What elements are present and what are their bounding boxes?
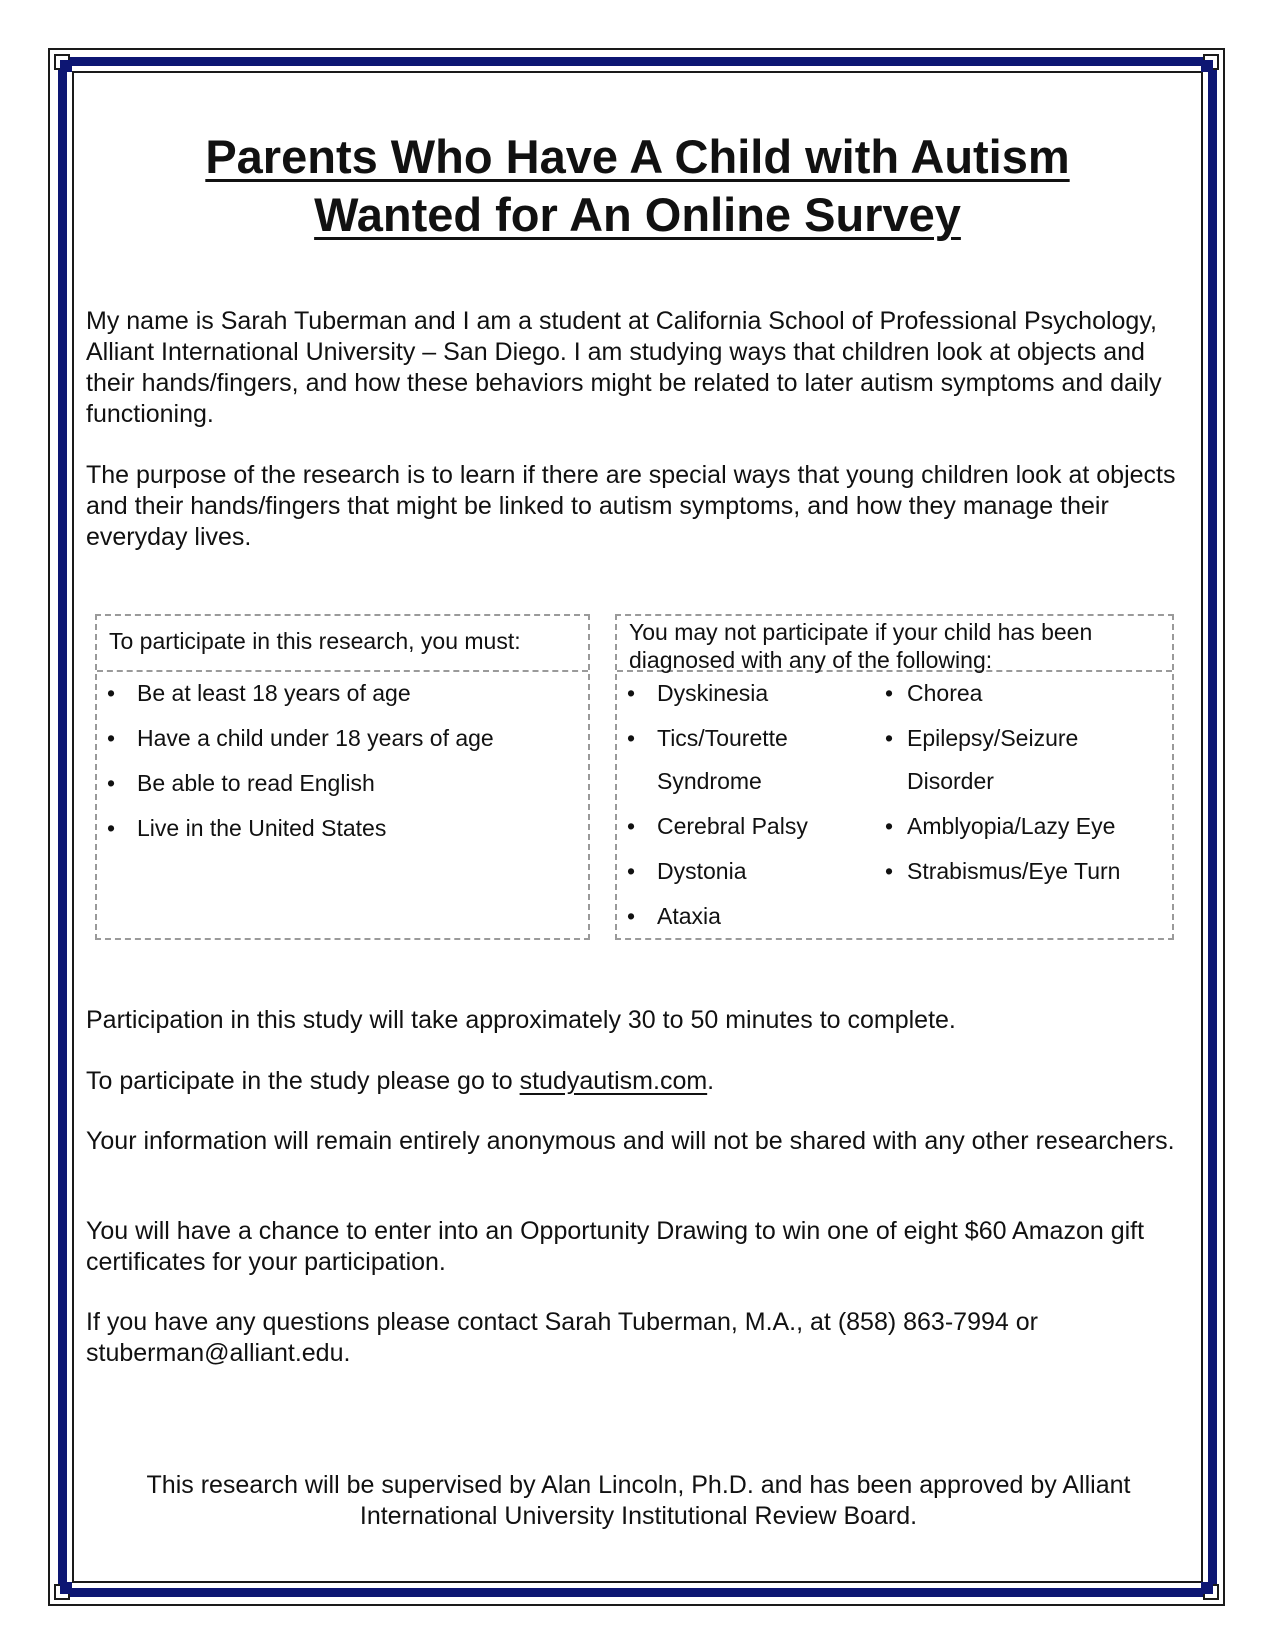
intro-paragraph: My name is Sarah Tuberman and I am a student at California School of Professional Psychology, Alliant International University – San Diego. I am studying ways that children look at objects and their hands/fingers, and how these behaviors might be related to later autism symptoms and daily functioning. [86,307,1162,428]
corner-ornament [1199,1580,1225,1606]
eligibility-list [107,678,494,858]
list-item [107,723,494,768]
list-item [885,723,1165,811]
bullet-icon: • [627,725,636,751]
list-item [885,811,1165,856]
list-item-text: Amblyopia/Lazy Eye [907,813,1116,839]
bullet-icon: • [885,680,894,706]
incentive-paragraph: You will have a chance to enter into an Opportunity Drawing to win one of eight $60 Amazon gift certificates for your participation. [86,1217,1145,1276]
list-item [627,723,877,811]
list-item-text: Epilepsy/Seizure [907,725,1079,751]
bullet-icon: • [107,725,116,751]
list-item [885,678,1165,723]
eligibility-box [95,614,590,940]
list-item-text: Be at least 18 years of age [137,680,411,706]
list-item [107,813,494,858]
footer-note: This research will be supervised by Alan Lincoln, Ph.D. and has been approved by Alliant International University Institutional Review Board. [146,1471,1131,1530]
list-item-text: Dyskinesia [657,680,769,706]
corner-ornament [1199,48,1225,74]
list-item-text: Strabismus/Eye Turn [907,858,1121,884]
bullet-icon: • [107,680,116,706]
bullet-icon: • [627,903,636,929]
list-item-text: Disorder [907,768,994,794]
duration-paragraph: Participation in this study will take approximately 30 to 50 minutes to complete. [86,1006,956,1034]
list-item-text: Tics/Tourette [657,725,788,751]
bullet-icon: • [107,815,116,841]
list-item-text: Syndrome [657,768,762,794]
corner-ornament [48,1580,74,1606]
list-item [627,678,877,723]
list-item-text: Ataxia [657,903,721,929]
list-item [885,856,1165,901]
participate-suffix: . [707,1067,715,1095]
list-item [627,901,877,946]
exclusions-list-column-2 [885,678,1165,901]
participate-prefix: To participate in the study please go to [86,1067,520,1095]
bullet-icon: • [627,813,636,839]
exclusions-list-column-1 [627,678,877,946]
bullet-icon: • [627,858,636,884]
page-title [100,128,1175,244]
corner-ornament [48,48,74,74]
participate-paragraph [86,1066,1186,1097]
list-item [627,811,877,856]
list-item-text: Chorea [907,680,983,706]
list-item [107,768,494,813]
eligibility-heading: To participate in this research, you must: [97,616,588,672]
purpose-paragraph: The purpose of the research is to learn if there are special ways that young children look at objects and their hands/fingers that might be linked to autism symptoms, and how they manage their everyday lives. [86,461,1176,551]
list-item-text: Cerebral Palsy [657,813,808,839]
bullet-icon: • [885,725,894,751]
list-item [107,678,494,723]
list-item-text: Be able to read English [137,770,375,796]
bullet-icon: • [107,770,116,796]
list-item-text: Dystonia [657,858,747,884]
bullet-icon: • [885,858,894,884]
contact-paragraph: If you have any questions please contact Sarah Tuberman, M.A., at (858) 863-7994 or stuberman@alliant.edu. [86,1308,1038,1367]
bullet-icon: • [627,680,636,706]
title-line-2: Wanted for An Online Survey [314,188,961,241]
title-line-1: Parents Who Have A Child with Autism [205,130,1070,183]
study-link[interactable]: studyautism.com [519,1067,708,1095]
list-item-text: Have a child under 18 years of age [137,725,494,751]
bullet-icon: • [885,813,894,839]
list-item [627,856,877,901]
exclusions-heading: You may not participate if your child has been diagnosed with any of the following: [617,616,1172,672]
list-item-text: Live in the United States [137,815,387,841]
anonymity-paragraph: Your information will remain entirely anonymous and will not be shared with any other researchers. [86,1127,1175,1155]
exclusions-box [615,614,1174,940]
